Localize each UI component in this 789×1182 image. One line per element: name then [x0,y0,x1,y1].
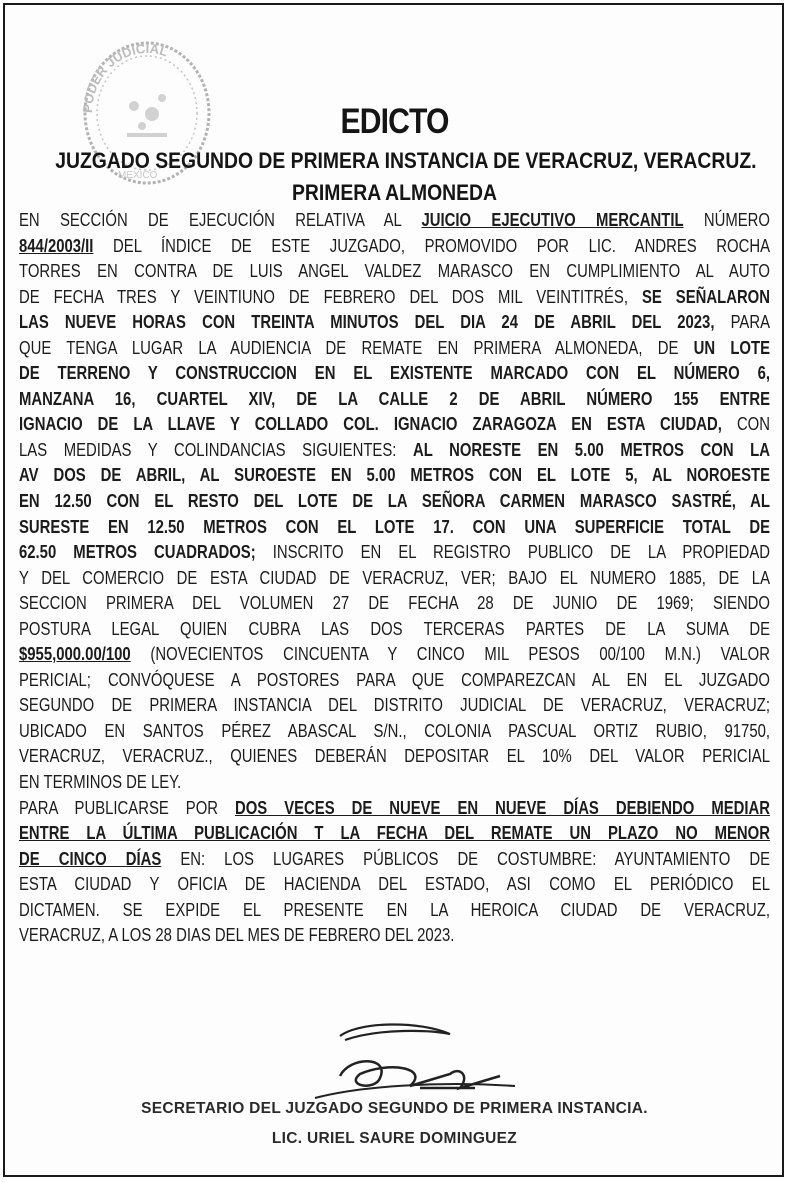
body-text-segment: DE FECHA TRES Y VEINTIUNO DE FEBRERO DEL DOS MIL VEINTITRÉS, [19,285,642,307]
body-text-segment: SE SEÑALARON [641,285,770,307]
body-line [19,641,770,667]
body-text-segment: NÚMERO [683,209,770,230]
body-text-segment: EN: LOS LUGARES PÚBLICOS DE COSTUMBRE: AYUNTAMIENTO DE [161,847,771,869]
body-line [19,718,770,744]
body-text-segment: Y DEL COMERCIO DE ESTA CIUDAD DE VERACRUZ, VER; BAJO EL NUMERO 1885, DE LA [19,566,770,588]
body-line [19,922,770,948]
body-line [19,871,770,897]
body-line [19,309,770,335]
court-heading: JUZGADO SEGUNDO DE PRIMERA INSTANCIA DE VERACRUZ, VERACRUZ. [55,148,757,173]
body-line [19,769,770,795]
body-text-segment: EN TERMINOS DE LEY. [19,771,182,793]
body-line [19,488,770,514]
body-line [19,743,770,769]
body-line [19,590,770,616]
signatory-role: SECRETARIO DEL JUZGADO SEGUNDO DE PRIMERA INSTANCIA. [141,1100,648,1117]
body-line [19,565,770,591]
body-text-segment: DE TERRENO Y CONSTRUCCION EN EL EXISTENTE MARCADO CON EL NÚMERO 6, [19,362,770,384]
body-text-segment: SECCION PRIMERA DEL VOLUMEN 27 DE FECHA 28 DE JUNIO DE 1969; SIENDO [19,592,770,614]
auction-heading: PRIMERA ALMONEDA [292,180,497,205]
body-line [19,258,770,284]
body-text-segment: DICTAMEN. SE EXPIDE EL PRESENTE EN LA HEROICA CIUDAD DE VERACRUZ, [19,898,770,920]
body-line [19,207,770,233]
body-line [19,233,770,259]
body-text-segment: CON [721,413,770,435]
body-text-segment: 62.50 METROS CUADRADOS; [19,541,256,563]
seal-text-bottom: MEXICO [118,170,158,181]
body-text-segment: EN SECCIÓN DE EJECUCIÓN RELATIVA AL [19,209,422,230]
body-text-segment: QUE TENGA LUGAR LA AUDIENCIA DE REMATE EN PRIMERA ALMONEDA, DE [19,336,694,358]
body-text-segment: DOS VECES DE NUEVE EN NUEVE DÍAS DEBIENDO MEDIAR [234,796,771,818]
body-line [19,335,770,361]
body-text-segment: $955,000.00/100 [19,643,131,665]
body-text-segment: MANZANA 16, CUARTEL XIV, DE LA CALLE 2 DE ABRIL NÚMERO 155 ENTRE [19,387,770,409]
body-text-segment: DEL ÍNDICE DE ESTE JUZGADO, PROMOVIDO POR LIC. ANDRES ROCHA [93,234,770,256]
body-line [19,539,770,565]
body-text-segment: 844/2003/II [19,234,94,256]
body-text-segment: UN LOTE [693,336,770,358]
edict-body-text [19,207,770,948]
body-text-segment: ENTRE LA ÚLTIMA PUBLICACIÓN T LA FECHA DEL REMATE UN PLAZO NO MENOR [19,822,770,844]
body-text-segment: PARA PUBLICARSE POR [19,796,235,818]
body-line [19,692,770,718]
edict-title: EDICTO [340,102,449,141]
body-line [19,386,770,412]
body-text-segment: SEGUNDO DE PRIMERA INSTANCIA DEL DISTRITO JUDICIAL DE VERACRUZ, VERACRUZ; [19,694,770,716]
body-text-segment: LAS NUEVE HORAS CON TREINTA MINUTOS DEL DIA 24 DE ABRIL DEL 2023, [19,311,715,333]
body-line [19,616,770,642]
body-text-segment: IGNACIO DE LA LLAVE Y COLLADO COL. IGNACIO ZARAGOZA EN ESTA CIUDAD, [19,413,722,435]
body-text-segment: VERACRUZ, A LOS 28 DIAS DEL MES DE FEBRERO DEL 2023. [19,924,455,946]
body-line [19,846,770,872]
body-text-segment: PERICIAL; CONVÓQUESE A POSTORES PARA QUE COMPAREZCAN AL EN EL JUZGADO [19,668,770,690]
body-text-segment: AL NORESTE EN 5.00 METROS CON LA [412,438,771,460]
body-text-segment: EN 12.50 CON EL RESTO DEL LOTE DE LA SEÑORA CARMEN MARASCO SASTRÉ, AL [19,490,770,512]
body-text-segment: DE CINCO DÍAS [19,847,162,869]
body-line [19,437,770,463]
body-text-segment: TORRES EN CONTRA DE LUIS ANGEL VALDEZ MARASCO EN CUMPLIMIENTO AL AUTO [19,260,770,282]
body-line [19,462,770,488]
body-text-segment: LAS MEDIDAS Y COLINDANCIAS SIGUIENTES: [19,438,413,460]
body-line [19,667,770,693]
seal-text-top: PODER JUDICIAL [79,40,170,114]
body-text-segment: (NOVECIENTOS CINCUENTA Y CINCO MIL PESOS 00/100 M.N.) VALOR [130,643,771,665]
signatory-name: LIC. URIEL SAURE DOMINGUEZ [271,1130,518,1147]
body-line [19,897,770,923]
body-text-segment: PARA [714,311,770,333]
body-text-segment: AV DOS DE ABRIL, AL SUROESTE EN 5.00 METROS CON EL LOTE 5, AL NOROESTE [19,464,770,486]
body-line [19,411,770,437]
body-line [19,360,770,386]
body-text-segment: VERACRUZ, VERACRUZ., QUIENES DEBERÁN DEPOSITAR EL 10% DEL VALOR PERICIAL [19,745,770,767]
body-text-segment: SURESTE EN 12.50 METROS CON EL LOTE 17. CON UNA SUPERFICIE TOTAL DE [19,515,770,537]
body-text-segment: UBICADO EN SANTOS PÉREZ ABASCAL S/N., COLONIA PASCUAL ORTIZ RUBIO, 91750, [19,719,770,741]
body-line [19,284,770,310]
body-line [19,514,770,540]
body-line [19,795,770,821]
body-text-segment: POSTURA LEGAL QUIEN CUBRA LAS DOS TERCERAS PARTES DE LA SUMA DE [19,617,770,639]
body-line [19,820,770,846]
body-text-segment: JUICIO EJECUTIVO MERCANTIL [421,209,684,230]
body-text-segment: INSCRITO EN EL REGISTRO PUBLICO DE LA PROPIEDAD [255,541,770,563]
body-text-segment: ESTA CIUDAD Y OFICIA DE HACIENDA DEL ESTADO, ASI COMO EL PERIÓDICO EL [19,873,770,895]
